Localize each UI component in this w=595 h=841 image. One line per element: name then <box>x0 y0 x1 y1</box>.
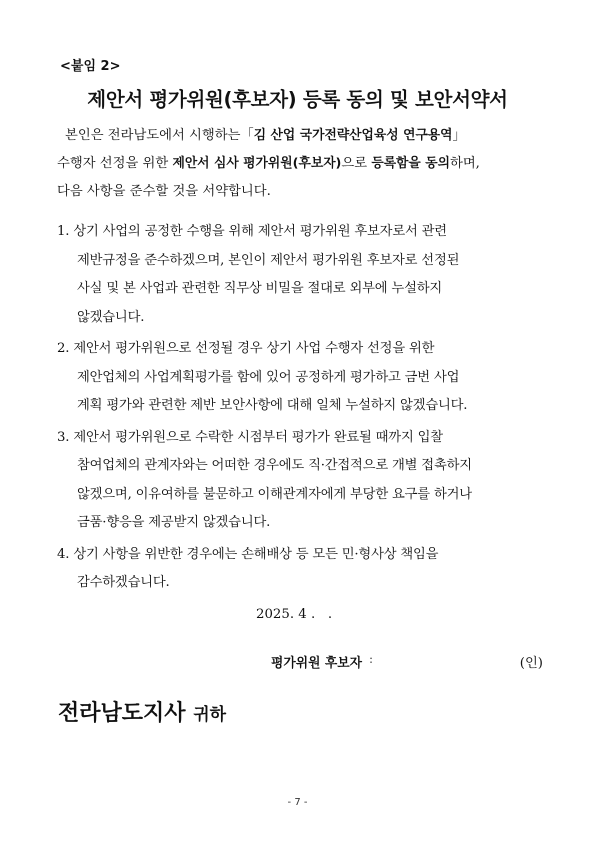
pledge-line: 제안업체의 사업계획평가를 함에 있어 공정하게 평가하고 금번 사업 <box>77 369 460 385</box>
signer-label: 평가위원 후보자 <box>271 656 362 671</box>
pledge-line: 참여업체의 관계자와는 어떠한 경우에도 직·간접적으로 개별 접촉하지 <box>77 458 472 473</box>
pledge-line: 제반규정을 준수하겠으며, 본인이 제안서 평가위원 후보자로 선정된 <box>77 252 460 268</box>
seal-mark: (인) <box>519 656 543 671</box>
attachment-tag: <붙임 2> <box>60 59 121 74</box>
pledge-line: 3. 제안서 평가위원으로 수락한 시점부터 평가가 완료될 때까지 입찰 <box>57 429 443 445</box>
intro-line-1 <box>57 122 541 150</box>
pledge-line: 2. 제안서 평가위원으로 선정될 경우 상기 사업 수행자 선정을 위한 <box>57 341 435 356</box>
project-name: 김 산업 국가전략산업육성 연구용역 <box>253 128 453 143</box>
pledge-list <box>57 218 543 601</box>
pledge-line: 사실 및 본 사업과 관련한 직무상 비밀을 절대로 외부에 누설하지 <box>77 281 443 296</box>
pledge-item <box>57 541 543 598</box>
intro-text: 하며, <box>449 156 480 171</box>
pledge-line: 감수하겠습니다. <box>77 575 170 590</box>
page-number: - 7 - <box>287 797 308 808</box>
pledge-line: 금품·향응을 제공받지 않겠습니다. <box>77 515 271 530</box>
pledge-line: 계획 평가와 관련한 제반 보안사항에 대해 일체 누설하지 않겠습니다. <box>77 398 468 413</box>
role-name: 제안서 심사 평가위원(후보자) <box>172 156 342 171</box>
addressee-suffix: 귀하 <box>193 705 227 725</box>
pledge-line: 않겠습니다. <box>77 309 145 325</box>
signing-date: 2025. 4 . . <box>256 607 333 622</box>
pledge-line: 1. 상기 사업의 공정한 수행을 위해 제안서 평가위원 후보자로서 관련 <box>57 224 447 239</box>
pledge-line: 4. 상기 사항을 위반한 경우에는 손해배상 등 모든 민·형사상 책임을 <box>57 546 439 562</box>
signature-line <box>271 652 543 671</box>
pledge-line: 않겠으며, 이유여하를 불문하고 이해관계자에게 부당한 요구를 하거나 <box>77 486 472 502</box>
pledge-item <box>57 424 543 538</box>
intro-text: 본인은 전라남도에서 시행하는「 <box>65 128 254 143</box>
intro-text: 수행자 선정을 위한 <box>57 156 173 171</box>
pledge-item <box>57 335 543 421</box>
addressee-name: 전라남도지사 <box>58 701 186 726</box>
signer-colon: : <box>369 652 374 666</box>
addressee <box>58 696 226 727</box>
pledge-item <box>57 218 543 332</box>
intro-line-3: 다음 사항을 준수할 것을 서약합니다. <box>57 184 271 199</box>
intro-paragraph <box>57 122 541 206</box>
intro-text: 」 <box>452 128 466 143</box>
consent-phrase: 등록함을 동의 <box>371 156 450 171</box>
intro-text: 으로 <box>341 156 372 171</box>
intro-line-2 <box>57 150 541 178</box>
document-title: 제안서 평가위원(후보자) 등록 동의 및 보안서약서 <box>87 88 508 111</box>
